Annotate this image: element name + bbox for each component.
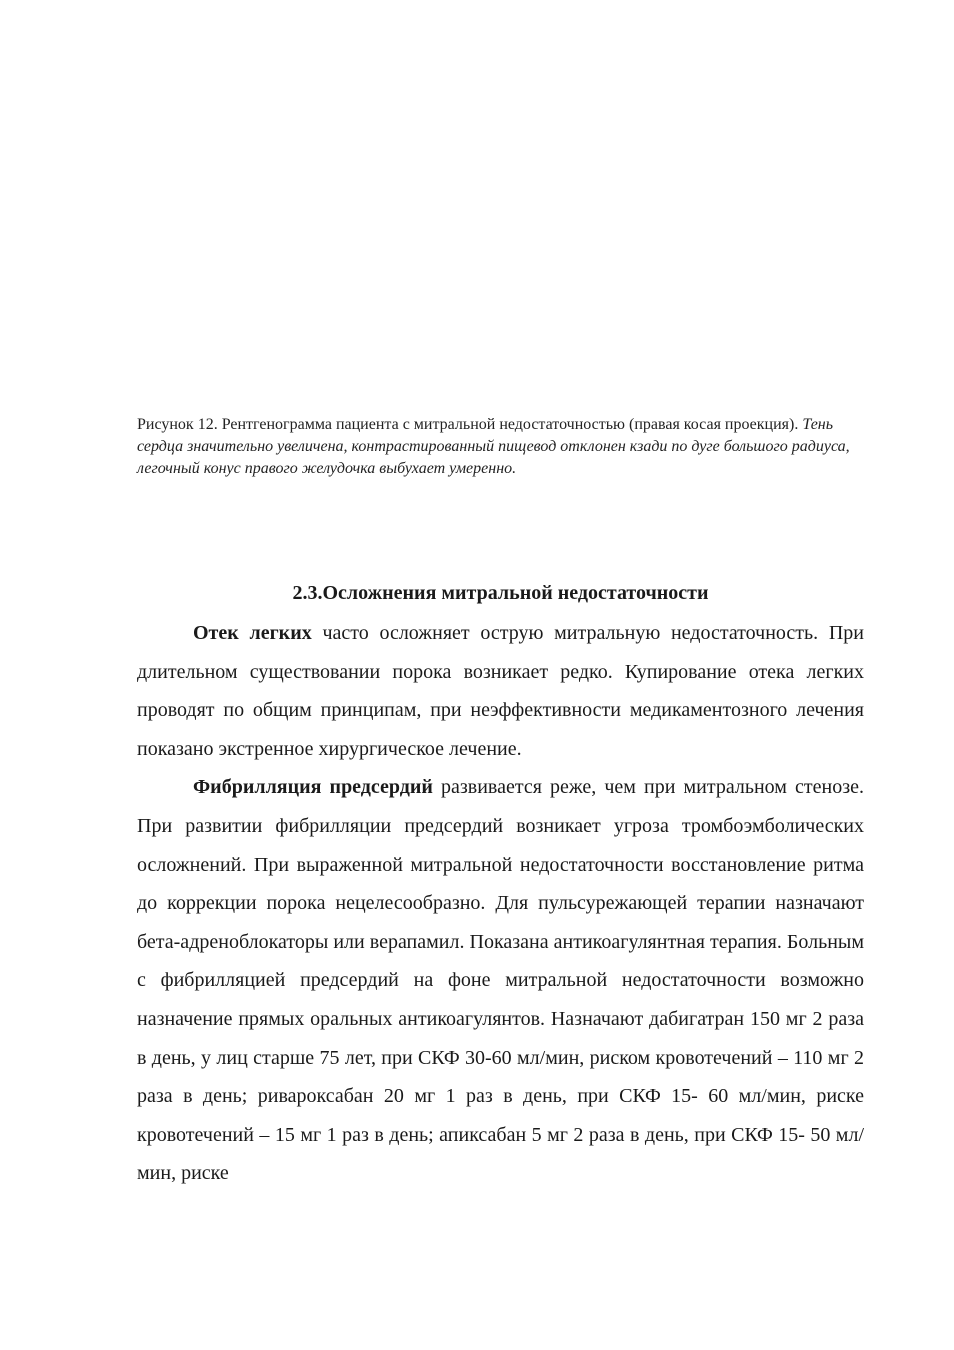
figure-caption-lead: Рисунок 12. Рентгенограмма пациента с митральной недостаточностью (правая косая проекция). xyxy=(137,416,799,433)
figure-caption-description: Тень сердца значительно увеличена, контрастированный пищевод отклонен кзади по дуге большого радиуса, легочный конус правого желудочка выбухает умеренно. xyxy=(137,416,850,477)
section-body xyxy=(137,614,864,1193)
paragraph-pulmonary-edema xyxy=(137,614,864,768)
term-pulmonary-edema: Отек легких xyxy=(193,622,312,644)
figure-caption xyxy=(137,414,864,480)
paragraph-text: развивается реже, чем при митральном стенозе. При развитии фибрилляции предсердий возникает угроза тромбоэмболических осложнений. При выраженной митральной недостаточности восстановление ритма до коррекции порока нецелесообразно. Для пульсурежающей терапии назначают бета-адреноблокаторы или верапамил. Показана антикоагулянтная терапия. Больным с фибрилляцией предсердий на фоне митральной недостаточности возможно назначение прямых оральных антикоагулянтов. Назначают дабигатран 150 мг 2 раза в день, у лиц старше 75 лет, при СКФ 30-60 мл/мин, риском кровотечений – 110 мг 2 раза в день; ривароксабан 20 мг 1 раз в день, при СКФ 15- 60 мл/мин, риске кровотечений – 15 мг 1 раз в день; апиксабан 5 мг 2 раза в день, при СКФ 15- 50 мл/мин, риске xyxy=(137,776,864,1185)
paragraph-text: часто осложняет острую митральную недостаточность. При длительном существовании порока возникает редко. Купирование отека легких проводят по общим принципам, при неэффективности медикаментозного лечения показано экстренное хирургическое лечение. xyxy=(137,622,864,760)
figure-placeholder xyxy=(137,60,864,405)
term-atrial-fibrillation: Фибрилляция предсердий xyxy=(193,776,433,799)
paragraph-atrial-fibrillation xyxy=(137,768,864,1193)
section-heading: 2.3.Осложнения митральной недостаточности xyxy=(292,582,709,604)
